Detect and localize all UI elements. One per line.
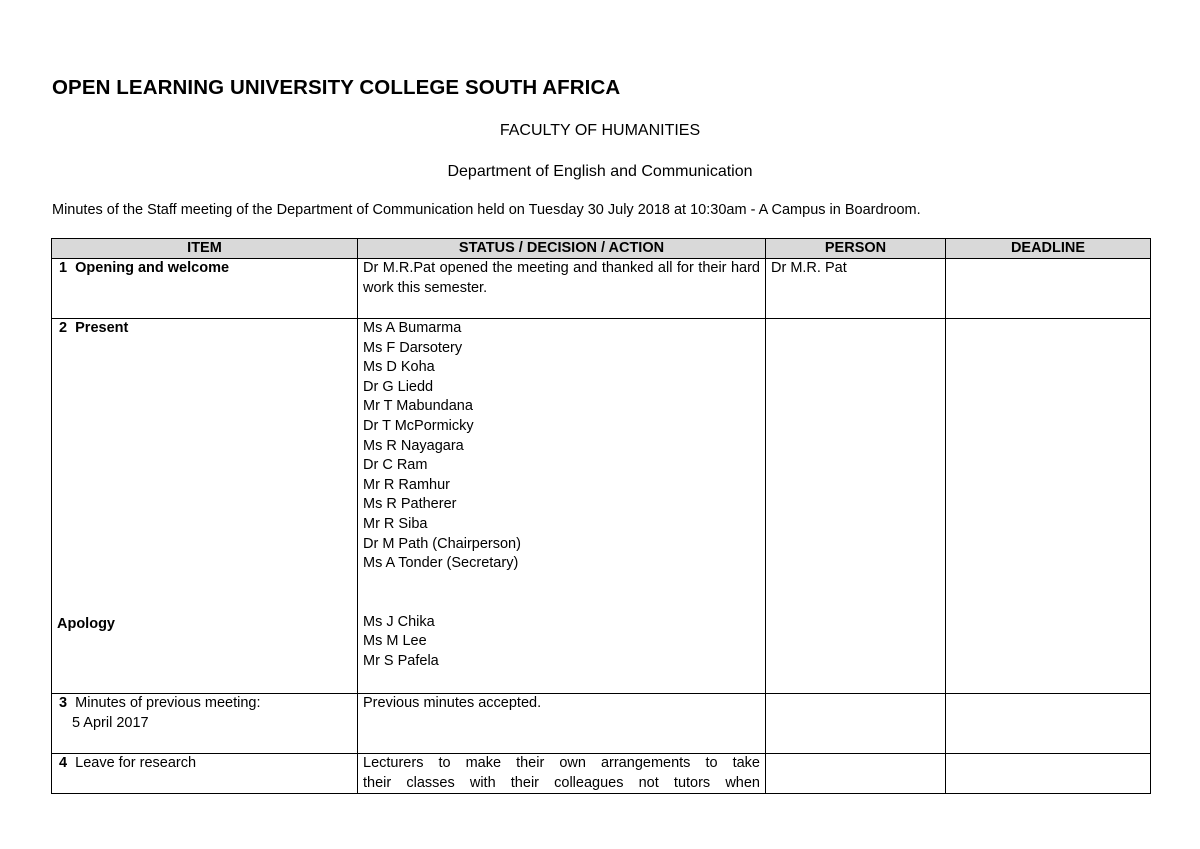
person-cell <box>766 319 946 694</box>
person-cell <box>766 259 946 319</box>
table-row <box>52 259 1151 319</box>
table-row <box>52 694 1151 754</box>
table-row <box>52 319 1151 694</box>
attendee: Mr R Siba <box>363 515 428 532</box>
col-header-deadline: DEADLINE <box>946 239 1151 259</box>
attendee: Ms F Darsotery <box>363 339 463 356</box>
minutes-table <box>51 238 1151 794</box>
item-cell <box>52 259 358 319</box>
status-text: Previous minutes accepted. <box>363 695 542 711</box>
status-cell <box>358 694 766 754</box>
item-number: 4 <box>59 755 68 771</box>
item-number: 3 <box>59 695 68 711</box>
table-row <box>52 754 1151 794</box>
item-cell <box>52 319 358 694</box>
faculty-text: FACULTY OF HUMANITIES <box>499 122 701 139</box>
item-number: 1 <box>59 260 68 276</box>
attendee: Ms A Bumarma <box>363 320 462 336</box>
apology-person: Mr S Pafela <box>363 652 439 669</box>
status-cell <box>358 259 766 319</box>
apology-person: Ms M Lee <box>363 633 427 650</box>
institution-title: OPEN LEARNING UNIVERSITY COLLEGE SOUTH AFRICA <box>52 76 621 99</box>
item-cell <box>52 754 358 794</box>
table-header-row <box>52 239 1151 259</box>
item-date: 5 April 2017 <box>72 714 149 731</box>
attendee: Dr T McPormicky <box>363 417 474 434</box>
item-title: Leave for research <box>75 755 197 771</box>
person-cell <box>766 754 946 794</box>
attendee: Mr R Ramhur <box>363 476 451 493</box>
status-text: Lecturers to make their own arrangements to take <box>363 755 760 771</box>
item-cell <box>52 694 358 754</box>
attendee: Dr C Ram <box>363 457 428 474</box>
deadline-cell <box>946 259 1151 319</box>
status-text: their classes with their colleagues not tutors when <box>363 774 760 791</box>
item-title: Opening and welcome <box>75 260 230 276</box>
status-cell <box>358 754 766 794</box>
col-header-item: ITEM <box>52 239 358 259</box>
attendee: Ms A Tonder (Secretary) <box>363 555 519 572</box>
person-text: Dr M.R. Pat <box>771 260 847 276</box>
department-title: Department of English and Communication <box>447 163 753 180</box>
attendee: Dr G Liedd <box>363 378 434 395</box>
deadline-cell <box>946 319 1151 694</box>
col-header-status: STATUS / DECISION / ACTION <box>358 239 766 259</box>
apology-person: Ms J Chika <box>363 613 435 630</box>
attendee: Ms R Patherer <box>363 496 457 513</box>
apology-label: Apology <box>57 615 115 632</box>
attendee: Ms D Koha <box>363 359 435 376</box>
col-header-person: PERSON <box>766 239 946 259</box>
meeting-intro: Minutes of the Staff meeting of the Department of Communication held on Tuesday 30 July 2018 at 10:30am - A Campus in Boardroom. <box>52 202 921 218</box>
person-cell <box>766 694 946 754</box>
deadline-cell <box>946 754 1151 794</box>
attendee: Ms R Nayagara <box>363 437 464 454</box>
attendee: Dr M Path (Chairperson) <box>363 535 521 552</box>
item-title: Minutes of previous meeting: <box>75 695 261 711</box>
status-text: Dr M.R.Pat opened the meeting and thanked all for their hard work this semester. <box>363 260 760 296</box>
faculty-title <box>0 122 1200 140</box>
attendee: Mr T Mabundana <box>363 398 473 415</box>
item-title: Present <box>75 320 129 336</box>
deadline-cell <box>946 694 1151 754</box>
item-number: 2 <box>59 320 68 336</box>
status-cell <box>358 319 766 694</box>
